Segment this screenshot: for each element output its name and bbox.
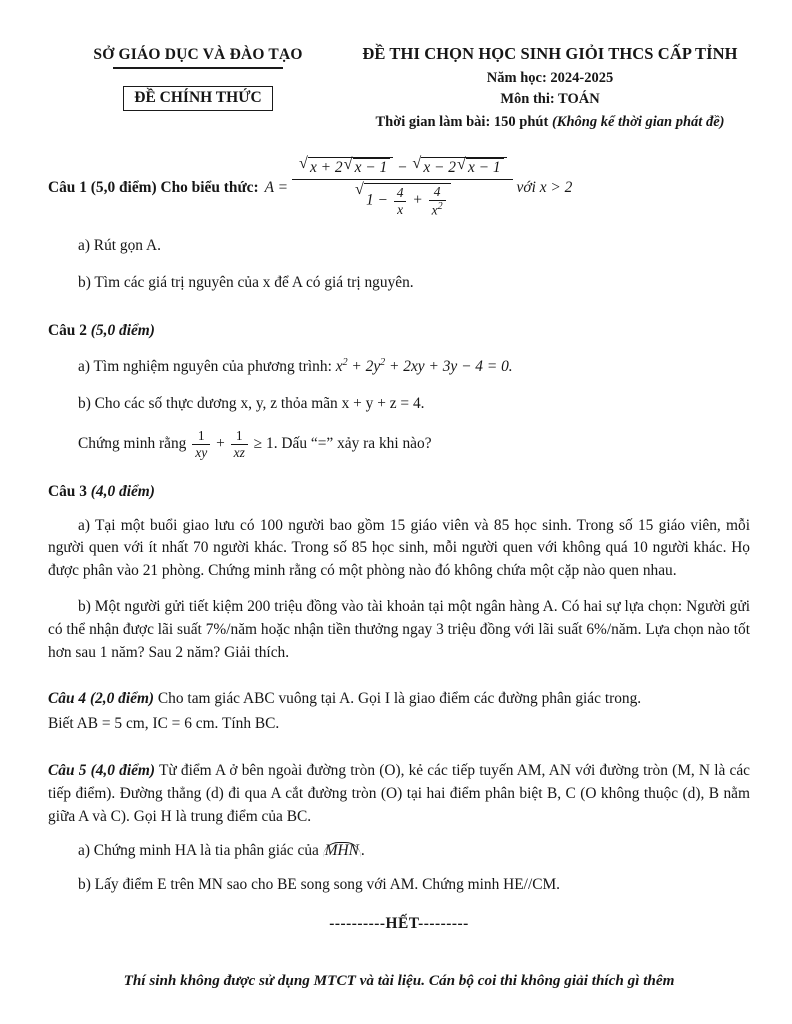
subject-name: Môn thi: TOÁN bbox=[500, 91, 600, 107]
q1-sqrt-inner-2 bbox=[457, 158, 504, 177]
question-4 bbox=[48, 688, 750, 711]
q5-points: (4,0 điểm) bbox=[90, 761, 156, 779]
q2a-x: x bbox=[335, 358, 343, 376]
q2a-lead: a) Tìm nghiệm nguyên của phương trình: bbox=[78, 358, 332, 376]
q1-points: (5,0 điểm) bbox=[90, 178, 157, 196]
header-right-block bbox=[348, 44, 752, 131]
q2a-y-exp: 2 bbox=[380, 357, 386, 369]
q1-denominator-sqrt bbox=[355, 183, 451, 218]
q1-den-frac2-num: 4 bbox=[433, 184, 441, 200]
q5a-pre: a) Chứng minh HA là tia phân giác của bbox=[78, 842, 323, 860]
q1-den-frac1-num: 4 bbox=[396, 185, 404, 201]
q1-label: Câu 1 bbox=[48, 178, 87, 196]
q2b-frac2-num: 1 bbox=[235, 427, 243, 443]
question-1-heading bbox=[48, 157, 750, 219]
q1-den-frac1-den: x bbox=[394, 201, 407, 218]
question-3-heading bbox=[48, 481, 750, 504]
q4-points: (2,0 điểm) bbox=[89, 690, 155, 708]
q4-text-line1: Cho tam giác ABC vuông tại A. Gọi I là giao điểm các đường phân giác trong. bbox=[157, 690, 642, 708]
official-exam-stamp: ĐỀ CHÍNH THỨC bbox=[123, 86, 272, 111]
q5-label: Câu 5 bbox=[48, 761, 87, 779]
q1-num1-a: x + 2 bbox=[310, 159, 343, 176]
q2b-tail: ≥ 1. Dấu “=” xảy ra khi nào? bbox=[253, 434, 432, 452]
q3-label: Câu 3 bbox=[48, 482, 87, 500]
q5a-angle: MHN bbox=[324, 842, 359, 860]
radical-sign-icon: √ bbox=[343, 156, 353, 173]
q2b-frac-2 bbox=[231, 428, 248, 461]
q3-part-b: b) Một người gửi tiết kiệm 200 triệu đồng vào tài khoản tại một ngân hàng A. Có hai sự lựa chọn: Người gửi có thể nhận được lãi suất 7%/năm hoặc nhận tiền thưởng ngay 3 triệu đồng với lãi suất 6%/năm. Lựa chọn nào tốt hơn sau 1 năm? Sau 2 năm? Giải thích. bbox=[48, 597, 750, 661]
q2a-rest: + 2y bbox=[347, 358, 381, 376]
q1-minus: − bbox=[397, 159, 408, 176]
document-header bbox=[0, 0, 792, 131]
q2a-rest2: + 2xy + 3y − 4 = 0. bbox=[385, 358, 513, 376]
q1-part-a: a) Rút gọn A. bbox=[78, 236, 161, 254]
q1-condition: với x > 2 bbox=[516, 178, 573, 196]
q1-sqrt-inner-1 bbox=[344, 158, 391, 177]
q2a-x-exp: 2 bbox=[342, 357, 348, 369]
q1-den-lead: 1 − bbox=[365, 192, 388, 210]
q1-num2-inner: x − 1 bbox=[466, 158, 504, 177]
exam-duration bbox=[348, 114, 752, 131]
header-left-block bbox=[48, 44, 348, 111]
q2b-frac-1 bbox=[192, 428, 210, 461]
radical-sign-icon: √ bbox=[299, 155, 308, 172]
q2a-equation bbox=[336, 358, 513, 375]
exam-title: ĐỀ THI CHỌN HỌC SINH GIỎI THCS CẤP TỈNH bbox=[362, 44, 738, 63]
q1-part-b: b) Tìm các giá trị nguyên của x để A có giá trị nguyên. bbox=[78, 273, 414, 291]
q2-part-b-inequality bbox=[48, 428, 750, 461]
q2-points: (5,0 điểm) bbox=[90, 322, 155, 340]
q1-den-frac2-den-exp: 2 bbox=[437, 201, 443, 213]
q1-num2-a: x − 2 bbox=[423, 159, 456, 176]
q2-part-a bbox=[48, 356, 750, 379]
q2-part-b: b) Cho các số thực dương x, y, z thỏa mãn x + y + z = 4. bbox=[78, 395, 425, 413]
q1-formula bbox=[292, 157, 513, 219]
q1-lead: Cho biểu thức: bbox=[160, 178, 259, 196]
q2-label: Câu 2 bbox=[48, 322, 87, 340]
q3-part-a: a) Tại một buổi giao lưu có 100 người bao gồm 15 giáo viên và 85 học sinh. Trong số 15 giáo viên, mỗi người quen với ít nhất 70 người khác. Trong số 85 học sinh, mỗi người quen với không quá 10 người khác. Họ được phân vào 21 phòng. Chứng minh rằng có một phòng nào đó không chứa một cặp nào quen nhau. bbox=[48, 516, 750, 580]
exam-body bbox=[0, 157, 792, 992]
end-marker: ----------HẾT--------- bbox=[329, 914, 469, 932]
q5-part-a bbox=[48, 840, 750, 863]
radical-sign-icon: √ bbox=[354, 181, 364, 199]
q1-den-plus: + bbox=[412, 192, 423, 210]
q1-den-frac2-den: x bbox=[431, 202, 438, 218]
q1-den-frac-1 bbox=[394, 185, 407, 218]
question-2-heading bbox=[48, 320, 750, 343]
exam-duration-text: Thời gian làm bài: 150 phút bbox=[375, 114, 552, 130]
department-name: SỞ GIÁO DỤC VÀ ĐÀO TẠO bbox=[93, 46, 303, 63]
q3-points: (4,0 điểm) bbox=[90, 482, 155, 500]
exam-duration-note: (Không kể thời gian phát đề) bbox=[551, 114, 725, 130]
header-divider bbox=[113, 67, 283, 69]
radical-sign-icon: √ bbox=[456, 156, 466, 173]
q2b-lead: Chứng minh rằng bbox=[78, 434, 187, 452]
q2b-plus: + bbox=[216, 434, 225, 452]
question-5 bbox=[48, 760, 750, 828]
q2b-frac1-num: 1 bbox=[197, 427, 205, 443]
q1-expression-lhs: A = bbox=[264, 178, 288, 196]
q2b-frac2-den: xz bbox=[231, 444, 248, 461]
q1-sqrt-outer-2 bbox=[412, 157, 506, 177]
q2b-frac1-den: xy bbox=[192, 444, 210, 461]
q5-text: Từ điểm A ở bên ngoài đường tròn (O), kẻ các tiếp tuyến AM, AN với đường tròn (M, N là các tiếp điểm). Đường thẳng (d) đi qua A cắt đường tròn (O) tại hai điểm phân biệt B, C (O không thuộc (d), B nằm giữa A và C). Gọi H là trung điểm của BC. bbox=[48, 761, 750, 825]
footer-note: Thí sinh không được sử dụng MTCT và tài liệu. Cán bộ coi thi không giải thích gì thêm bbox=[123, 971, 675, 989]
q1-sqrt-outer-1 bbox=[299, 157, 393, 177]
q5-part-b: b) Lấy điểm E trên MN sao cho BE song song với AM. Chứng minh HE//CM. bbox=[78, 876, 561, 894]
q4-label: Câu 4 bbox=[48, 690, 87, 708]
radical-sign-icon: √ bbox=[412, 155, 422, 172]
q5a-post: . bbox=[360, 842, 365, 860]
q1-num1-inner: x − 1 bbox=[353, 158, 391, 177]
q1-den-frac-2 bbox=[429, 184, 446, 218]
school-year: Năm học: 2024-2025 bbox=[486, 70, 614, 86]
q4-text-line2: Biết AB = 5 cm, IC = 6 cm. Tính BC. bbox=[48, 715, 280, 733]
